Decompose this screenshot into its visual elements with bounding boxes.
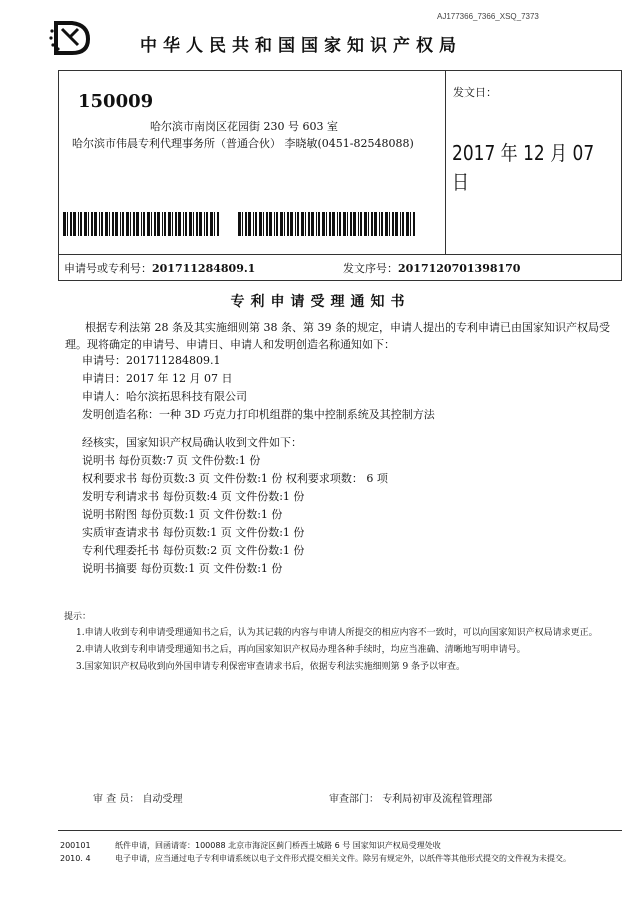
application-number: 201711284809.1 (152, 262, 256, 275)
intro-paragraph: 根据专利法第 28 条及其实施细则第 38 条、第 39 条的规定，申请人提出的专利申请已由国家知识产权局受理。现将确定的申请号、申请日、申请人和发明创造名称通知如下： (65, 321, 610, 351)
serial-number-line (343, 260, 520, 276)
tip-item: 3.国家知识产权局收到向外国申请专利保密审查请求书后，依据专利法实施细则第 9 条予以审查。 (76, 662, 466, 672)
detail-line: 发明创造名称：一种 3D 巧克力打印机组群的集中控制系统及其控制方法 (82, 408, 435, 421)
frame-rule (58, 254, 622, 255)
barcode-icon (238, 212, 416, 236)
frame-rule-bottom (58, 280, 622, 281)
cnipa-logo-icon (48, 19, 92, 55)
application-number-line (64, 260, 255, 276)
tips-label: 提示： (64, 612, 92, 622)
footer-electronic-note: 电子申请，应当通过电子专利申请系统以电子文件形式提交相关文件。除另有规定外，以纸件等其他形式提交的文件视为未提交。 (115, 854, 571, 863)
file-line: 说明书摘要 每份页数:1 页 文件份数:1 份 (82, 562, 283, 575)
received-files (82, 434, 388, 578)
issue-date-label: 发文日： (453, 86, 497, 99)
file-line: 说明书附图 每份页数:1 页 文件份数:1 份 (82, 508, 283, 521)
footer-paper-note: 纸件申请，回函请寄：100088 北京市海淀区蓟门桥西土城路 6 号 国家知识产权局受理处收 (115, 841, 441, 850)
notice-title: 专利申请受理通知书 (230, 294, 411, 310)
application-number-label: 申请号或专利号： (64, 262, 152, 275)
serial-number-label: 发文序号： (343, 262, 398, 275)
file-line: 实质审查请求书 每份页数:1 页 文件份数:1 份 (82, 526, 305, 539)
file-line: 发明专利请求书 每份页数:4 页 文件份数:1 份 (82, 490, 305, 503)
document-id: AJ177366_7366_XSQ_7373 (437, 12, 539, 21)
examiner-label: 审 查 员： (93, 794, 140, 805)
file-line: 专利代理委托书 每份页数:2 页 文件份数:1 份 (82, 544, 305, 557)
postcode: 150009 (78, 91, 154, 112)
department-value: 专利局初审及流程管理部 (382, 794, 493, 805)
footer-rule (58, 830, 622, 831)
form-code: 200101 (60, 841, 91, 850)
issue-date-value: 2017 年 12 月 07 日 (452, 141, 595, 194)
mailing-address: 哈尔滨市南岗区花园街 230 号 603 室 (150, 120, 338, 133)
agency-line: 哈尔滨市伟晨专利代理事务所（普通合伙） 李晓敏(0451-82548088) (72, 137, 414, 150)
detail-line: 申请日：2017 年 12 月 07 日 (82, 372, 233, 385)
tip-item: 2.申请人收到专利申请受理通知书之后，再向国家知识产权局办理各种手续时，均应当准确、清晰地写明申请号。 (76, 645, 526, 655)
detail-line: 申请号：201711284809.1 (82, 354, 221, 367)
form-version: 2010. 4 (60, 854, 91, 863)
file-line: 说明书 每份页数:7 页 文件份数:1 份 (82, 454, 261, 467)
tips-list (62, 625, 622, 676)
file-line: 权利要求书 每份页数:3 页 文件份数:1 份 权利要求项数： 6 项 (82, 472, 388, 485)
department-label: 审查部门： (329, 794, 379, 805)
detail-line: 申请人：哈尔滨拓思科技有限公司 (82, 390, 247, 403)
barcode-icon (63, 212, 219, 236)
examiner-line (93, 790, 183, 805)
file-line: 经核实，国家知识产权局确认收到文件如下： (82, 436, 302, 449)
frame-divider (445, 70, 446, 255)
department-line (329, 790, 492, 805)
examiner-value: 自动受理 (142, 794, 183, 805)
serial-number: 2017120701398170 (398, 262, 521, 275)
tip-item: 1.申请人收到专利申请受理通知书之后，认为其记载的内容与申请人所提交的相应内容不一致时，可以向国家知识产权局请求更正。 (76, 628, 598, 638)
application-details (82, 352, 435, 424)
office-name: 中华人民共和国国家知识产权局 (140, 36, 462, 56)
